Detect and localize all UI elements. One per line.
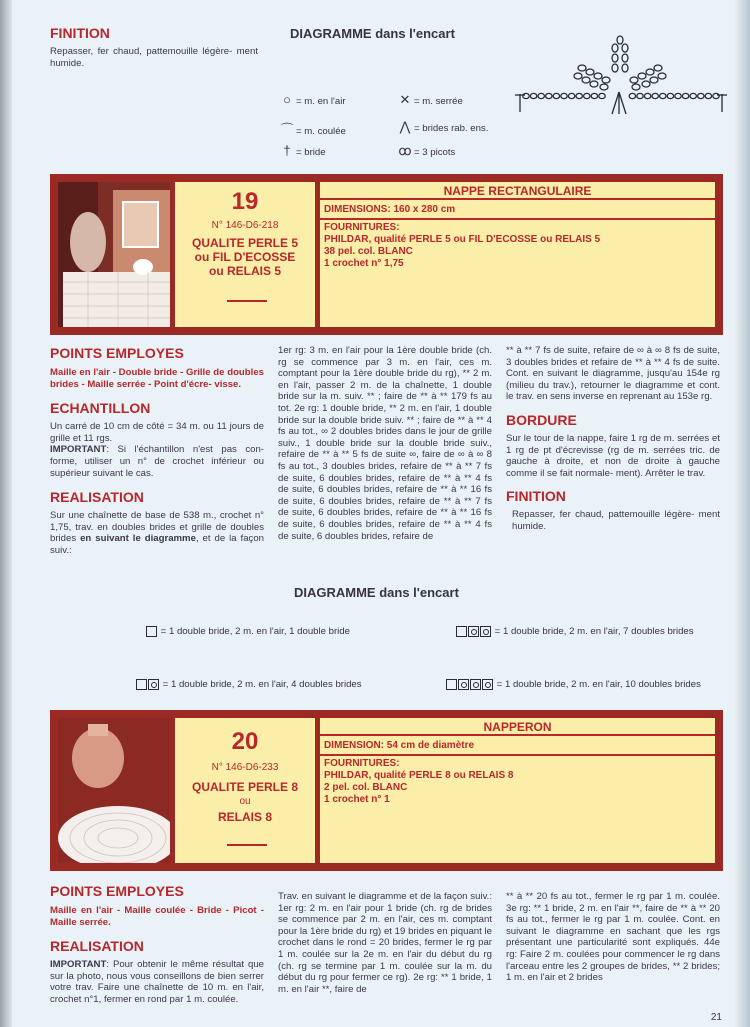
chain-stitch: [576, 93, 582, 98]
grid-legend-4: [446, 679, 726, 690]
square-icon: [456, 626, 467, 637]
quality-line: QUALITE PERLE 8: [191, 780, 298, 794]
quality-line: ou RELAIS 5: [208, 264, 281, 278]
legend-air: = m. en l'air: [296, 96, 346, 107]
quality-line: QUALITE PERLE 5: [191, 236, 298, 250]
pattern-20-id-box: [175, 718, 315, 863]
col-1-20: [50, 883, 264, 1006]
chain-stitch: [546, 93, 552, 98]
legend-coulee: = m. coulée: [296, 126, 346, 137]
legend-text: = 1 double bride, 2 m. en l'air, 1 double bride: [160, 626, 350, 638]
col-2-20: Trav. en suivant le diagramme et de la façon suiv.: 1er rg: 2 m. en l'air pour 1 bride (ch. rg de brides se commence par 2 m. en l'air, ces m. comptant pour la 1ère bride du rg) et 19 brides en piquant le crochet dans le rond = 20 brides, fermer le rg par 1 m. coulée sur la 2e m. en l'air du début du rg (ch. rg se termine par 1 m. coulée sur la m. du début du rg pour fermer ce rg). 2e rg: ** 1 bride, 1 m. en l'air **, faire de: [278, 891, 492, 995]
legend-text: = 1 double bride, 2 m. en l'air, 7 doubles brides: [494, 626, 694, 638]
points-text: Maille en l'air - Maille coulée - Bride - Picot - Maille serrée.: [50, 905, 264, 928]
pattern-19-info-box: [320, 182, 715, 327]
grid-legend-1: [146, 626, 350, 637]
fournitures-label: FOURNITURES:: [324, 222, 400, 233]
important-body: : Si l'échantillon n'est pas con- forme, utiliser un n° de crochet inférieur ou supérieur suivant le cas.: [50, 444, 264, 479]
slip-stitch-icon: ⌒: [280, 122, 294, 137]
chain-stitch: [584, 93, 590, 98]
chain-stitch: [629, 93, 635, 98]
pattern-20-band: [50, 710, 723, 871]
realisation-heading: REALISATION: [50, 489, 144, 506]
chain-stitch: [637, 93, 643, 98]
col-2-19: 1er rg: 3 m. en l'air pour la 1ère double bride (ch. rg se commence par 3 m. en l'air, ces m. comptant pour la 1ère double bride du rg), ** 2 m. en l'air, passer 2 m. de la chaînette, 1 double bride sur la m. suiv. ** ; faire de ** à ** 179 fs au tot. 2e rg: 1 double bride, ** 2 m. en l'air, 1 double bride sur la double bride suiv. ** ; faire de ** à ** 4 fs au tot., ∞ 2 doubles brides dans le jour de grille suiv., 1 double bride sur la double bride suiv., refaire de ** à ** 5 fs de suite ∞, faire de ∞ à ∞ 8 fs au tot., 3 doubles brides, refaire de ** à ** 7 fs de suite, 6 doubles brides, refaire de ** à ** 4 fs de suite, 6 doubles brides, refaire de ** à ** 16 fs de suite, 6 doubles brides, refaire de ** à ** 7 fs de suite, 6 doubles brides, refaire de ** à ** 16 fs de suite, 6 doubles brides, refaire de ** à ** 4 fs de suite, 6 doubles brides, refaire de: [278, 345, 492, 542]
fourniture-line: PHILDAR, qualité PERLE 8 ou RELAIS 8: [324, 770, 514, 781]
chain-stitch: [523, 93, 529, 98]
page-number: 21: [710, 1012, 722, 1023]
legend-serree: = m. serrée: [414, 96, 463, 107]
realisation-heading: REALISATION: [50, 938, 144, 955]
points-text: Maille en l'air - Double bride - Grille de doubles brides - Maille serrée - Point d'écre- visse.: [50, 367, 264, 390]
chain-stitch: [682, 93, 688, 98]
pattern-19-photo: [58, 182, 170, 327]
chain-stitch: [568, 93, 574, 98]
finition-text-top: Repasser, fer chaud, pattemouille légère- ment humide.: [50, 46, 258, 69]
bordure-text: Sur le tour de la nappe, faire 1 rg de m. serrées et 1 rg de pt d'écrevisse (rg de m. serrées tric. de gauche à droite, et non de droite à gauche comme il se fait normale- ment). Arrêter le trav.: [506, 432, 720, 479]
dimensions: DIMENSIONS: 160 x 280 cm: [324, 204, 456, 215]
points-heading: POINTS EMPLOYES: [50, 883, 184, 899]
treble-icon: †: [283, 143, 291, 158]
chain-stitch: [667, 93, 673, 98]
chain-stitch: [705, 93, 711, 98]
realisation-text: [50, 510, 264, 556]
square-icon: [446, 679, 457, 690]
magazine-page: [12, 0, 750, 1027]
pattern-19-band: [50, 174, 723, 335]
chain-stitch: [561, 93, 567, 98]
chain-stitch-icon: ○: [283, 92, 291, 107]
cluster-icon: ⋀: [399, 119, 411, 134]
chain-stitch: [652, 93, 658, 98]
legend-bride: = bride: [296, 147, 326, 158]
fourniture-line: 1 crochet n° 1,75: [324, 258, 404, 269]
pattern-20-info-box: [320, 718, 715, 863]
legend-brides-rab: = brides rab. ens.: [414, 123, 489, 134]
square-icon: [136, 679, 147, 690]
legend-text: = 1 double bride, 2 m. en l'air, 4 doubles brides: [162, 679, 362, 691]
chain-stitch: [538, 93, 544, 98]
chain-stitch: [660, 93, 666, 98]
chain-stitch: [599, 93, 605, 98]
pattern-ref: N° 146-D6-233: [211, 762, 279, 773]
realisation-text: [50, 959, 264, 1005]
quality-line: ou FIL D'ECOSSE: [194, 250, 296, 264]
points-heading: POINTS EMPLOYES: [50, 345, 184, 361]
quality-line: RELAIS 8: [217, 810, 272, 824]
finition-text: Repasser, fer chaud, pattemouille légère- ment humide.: [512, 509, 720, 532]
chain-stitch: [713, 93, 719, 98]
binding-spine: [0, 0, 12, 1027]
pattern-title: NAPPERON: [320, 718, 715, 736]
chain-stitch: [591, 93, 597, 98]
picot-icon: ꝏ: [398, 143, 412, 158]
dimensions: DIMENSION: 54 cm de diamètre: [324, 740, 475, 751]
dotted-square-icon: [480, 626, 491, 637]
dotted-square-icon: [482, 679, 493, 690]
finition-heading: FINITION: [506, 488, 566, 505]
square-icon: [146, 626, 157, 637]
important-text: [50, 444, 264, 479]
diagram-insert-note-top: DIAGRAMME dans l'encart: [290, 26, 455, 41]
pattern-number: 19: [231, 188, 259, 215]
chain-stitch: [553, 93, 559, 98]
chain-stitch: [530, 93, 536, 98]
realisation-body: : Pour obtenir le même résultat que sur la photo, nous vous conseillons de bien serrer votre trav. Faire une chaînette de 10 m. en l'air, crochet n°1, fermer en rond par 1 m. coulée.: [50, 959, 264, 1005]
col-3-20: ** à ** 20 fs au tot., fermer le rg par 1 m. coulée. 3e rg: ** 1 bride, 2 m. en l'air **, faire de ** à ** 20 fs au tot., fermer le rg par 1 m. coulée. Cont. en suivant le diagramme en sachant que les rgs présentant une particularité sont expliqués. 44e rg: Faire 2 m. coulées pour commencer le rg dans l'arceau entre les 2 groupes de brides, ** 2 brides; 1 m. en l'air et 2 brides: [506, 891, 720, 984]
fourniture-line: 2 pel. col. BLANC: [324, 782, 408, 793]
quality-line: ou: [239, 796, 251, 807]
pattern-number: 20: [231, 728, 259, 755]
pattern-20-photo: [58, 718, 170, 863]
crochet-hook-icon: [227, 844, 267, 846]
realisation-bold: en suivant le diagramme: [80, 533, 196, 545]
chain-stitch: [690, 93, 696, 98]
chain-stitch: [675, 93, 681, 98]
fournitures-label: FOURNITURES:: [324, 758, 400, 769]
col-1-19: [50, 345, 264, 557]
col-3-text: ** à ** 7 fs de suite, refaire de ∞ à ∞ 8 fs de suite, 3 doubles brides et refaire de ** à ** 4 fs de suite. Cont. en suivant le diagramme, jusqu'au 154e rg (milieu du trav.), retourner le diagramme et cont. le trav. en sens inverse en reprenant au 153e rg.: [506, 345, 720, 403]
fourniture-line: 38 pel. col. BLANC: [324, 246, 413, 257]
important-label: IMPORTANT: [50, 959, 107, 971]
chain-stitch: [644, 93, 650, 98]
single-crochet-icon: ✕: [399, 92, 411, 107]
pattern-title: NAPPE RECTANGULAIRE: [320, 182, 715, 200]
legend-picots: = 3 picots: [414, 147, 456, 158]
echantillon-text: Un carré de 10 cm de côté = 34 m. ou 11 jours de grille et 11 rgs.: [50, 421, 264, 444]
fourniture-line: PHILDAR, qualité PERLE 5 ou FIL D'ECOSSE ou RELAIS 5: [324, 234, 601, 245]
important-label: IMPORTANT: [50, 444, 107, 456]
crochet-hook-icon: [227, 300, 267, 302]
dotted-square-icon: [148, 679, 159, 690]
dotted-square-icon: [468, 626, 479, 637]
realisation-b: , et de la façon suiv.:: [50, 533, 265, 556]
bordure-heading: BORDURE: [506, 411, 577, 428]
pattern-19-id-box: [175, 182, 315, 327]
legend-text: = 1 double bride, 2 m. en l'air, 10 doubles brides: [496, 679, 701, 691]
realisation-a: Sur une chaînette de base de 538 m., crochet n° 1,75, trav. en doubles brides et grille de doubles brides: [50, 510, 264, 545]
page-edge-shadow: [734, 0, 750, 1027]
dotted-square-icon: [458, 679, 469, 690]
finition-heading-top: FINITION: [50, 25, 110, 41]
col-3-19: [506, 345, 720, 533]
edging-chart: [504, 32, 736, 122]
diagram-insert-note-mid: DIAGRAMME dans l'encart: [294, 585, 459, 600]
chain-stitch: [698, 93, 704, 98]
grid-legend-2: [456, 626, 726, 637]
stitch-legend: [278, 92, 528, 167]
dotted-square-icon: [470, 679, 481, 690]
fourniture-line: 1 crochet n° 1: [324, 794, 390, 805]
echantillon-heading: ECHANTILLON: [50, 400, 151, 417]
grid-legend-3: [136, 679, 406, 690]
pattern-ref: N° 146-D6-218: [211, 220, 279, 231]
